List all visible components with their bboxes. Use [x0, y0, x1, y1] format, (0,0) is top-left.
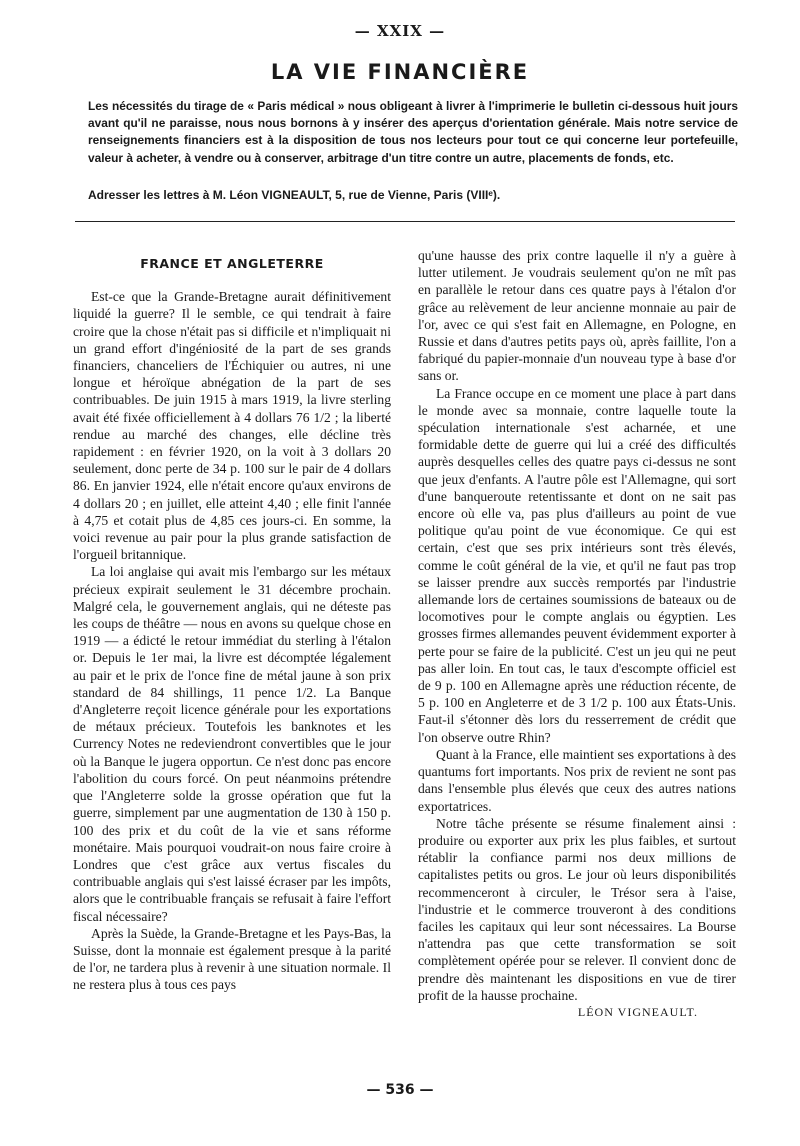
intro-notice — [88, 98, 738, 167]
paragraph: Quant à la France, elle maintient ses exportations à des quantums fort importants. Nos prix de revient ne sont pas dans l'ensemble plus élevés que ceux des autres nations exportatrices. — [418, 746, 736, 814]
roman-folio: — XXIX — — [354, 22, 446, 40]
page-title: LA VIE FINANCIÈRE — [270, 60, 530, 84]
page-number: — 536 — — [366, 1082, 434, 1098]
address-line: Adresser les lettres à M. Léon VIGNEAULT, 5, rue de Vienne, Paris (VIIIᵉ). — [88, 188, 501, 202]
divider-rule — [75, 221, 735, 222]
paragraph: La loi anglaise qui avait mis l'embargo sur les métaux précieux expirait seulement le 31 décembre prochain. Malgré cela, le gouvernement anglais, qui ne déteste pas les coups de théâtre — nous en avons su quelque chose en 1919 — a édicté le retour immédiat du sterling à l'étalon or. Depuis le 1er mai, la livre est décomptée légalement au pair et le prix de l'once fine de métal jaune à son prix standard de 84 shillings, 11 pence 1/2. La Banque d'Angleterre reçoit licence générale pour les exportations de métaux précieux. Toutefois les banknotes et les Currency Notes ne redeviendront convertibles que le jour où la Banque le jugera opportun. Ce n'est donc pas encore l'abolition du cours forcé. On peut néanmoins prétendre que l'Angleterre solde la grosse opération que fut la guerre, simplement par une augmentation de 130 à 150 p. 100 des prix et du coût de la vie et sans réforme monétaire. Mais pourquoi voudrait-on nous faire croire à Londres que c'est grâce aux vertus fiscales du contribuable anglais qui s'est laissé écraser par les impôts, alors que le contribuable français se refusait à faire l'effort fiscal nécessaire? — [73, 564, 391, 924]
intro-text: Les nécessités du tirage de « Paris médical » nous obligeant à livrer à l'imprimerie le bulletin ci-dessous huit jours avant qu'il ne paraisse, nous nous bornons à y insérer des aperçus d'orientation générale. Mais notre service de renseignements financiers est à la disposition de tous nos lecteurs pour tout ce qui concerne leur portefeuille, valeur à acheter, à vendre ou à conserver, arbitrage d'un titre contre un autre, placements de fonds, etc. — [88, 99, 738, 165]
article-title: FRANCE ET ANGLETERRE — [140, 256, 324, 271]
paragraph: Est-ce que la Grande-Bretagne aurait définitivement liquidé la guerre? Il le semble, ce qui tendrait à faire croire que la chose n'était pas si difficile et n'impliquait ni un grand effort d'ingéniosité de la part de ses grands financiers, chanceliers de l'Échiquier ou autres, ni une longue et héroïque abnégation de la part de ses contribuables. De juin 1915 à mars 1919, la livre sterling avait été fixée officiellement à 4 dollars 76 1/2 ; la liberté rendue au marché des changes, elle décline très rapidement : en février 1920, on la voit à 3 dollars 20 seulement, donc perte de 34 p. 100 sur le pair de 4 dollars 86. En janvier 1924, elle n'était encore qu'aux environs de 4 dollars 20 ; en juillet, elle atteint 4,40 ; elle finit l'année à 4,75 et cotait plus de 4,85 ces jours-ci. En somme, la voici revenue au pair pour la plus grande satisfaction de l'orgueil britannique. — [73, 289, 391, 563]
article-right-column — [418, 247, 736, 1021]
paragraph: Après la Suède, la Grande-Bretagne et les Pays-Bas, la Suisse, dont la monnaie est également presque à la parité de l'or, ne tardera plus à revenir à une situation normale. Il ne restera plus à tous ces pays — [73, 925, 391, 993]
paragraph: Notre tâche présente se résume finalement ainsi : produire ou exporter aux prix les plus faibles, et surtout rétablir la confiance parmi nos deux millions de capitalistes petits ou gros. Le jour où leurs disponibilités recommenceront à circuler, le Trésor sera à l'aise, l'industrie et le commerce trouveront à des conditions faciles les capitaux qui leur sont nécessaires. La Bourse n'attendra pas que cette transformation se soit complètement opérée pour se relever. Il convient donc de prendre dès maintenant les dispositions en vue de tirer profit de la hausse prochaine. — [418, 815, 736, 1003]
author-signature: LÉON VIGNEAULT. — [577, 1004, 698, 1019]
article-left-column — [73, 247, 391, 994]
paragraph: La France occupe en ce moment une place à part dans le monde avec sa monnaie, contre laquelle toute la spéculation internationale s'est acharnée, et une formidable dette de guerre qui lui a créé des difficultés auprès desquelles celles des quatre pays ci-dessus ne sont que jeux d'enfants. A l'autre pôle est l'Allemagne, qui sort d'une banqueroute retentissante et dont on ne sait pas encore où elle va, pas plus d'ailleurs au point de vue politique qu'au point de vue économique. Ce qui est certain, c'est que ses prix intérieurs sont très élevés, comme le coût général de la vie, et qu'il ne faut pas trop se laisser prendre aux succès remportés par l'industrie allemande lors de certaines soumissions de bateaux ou de locomotives pour le compte anglais ou égyptien. Les grosses firmes allemandes peuvent évidemment exporter à perte pour se faire de la publicité. C'est un jeu qui ne peut pas aller loin. En tout cas, le taux d'escompte officiel est de 9 p. 100 en Allemagne après une réduction récente, de 5 p. 100 en Angleterre et de 3 1/2 p. 100 aux États-Unis. Faut-il s'étonner dès lors du resserrement de crédit que l'on observe outre Rhin? — [418, 385, 736, 745]
paragraph: qu'une hausse des prix contre laquelle il n'y a guère à lutter utilement. Je voudrais seulement qu'on ne mît pas en parallèle le retour dans ces quatre pays à l'étalon d'or grâce au relèvement de leur ancienne monnaie au pair de l'or, avec ce qui s'est fait en Allemagne, en Pologne, en Russie et dans d'autres petits pays où, après faillite, l'on a fabriqué du papier-monnaie d'un nouveau type à base d'or sans or. — [418, 248, 736, 384]
